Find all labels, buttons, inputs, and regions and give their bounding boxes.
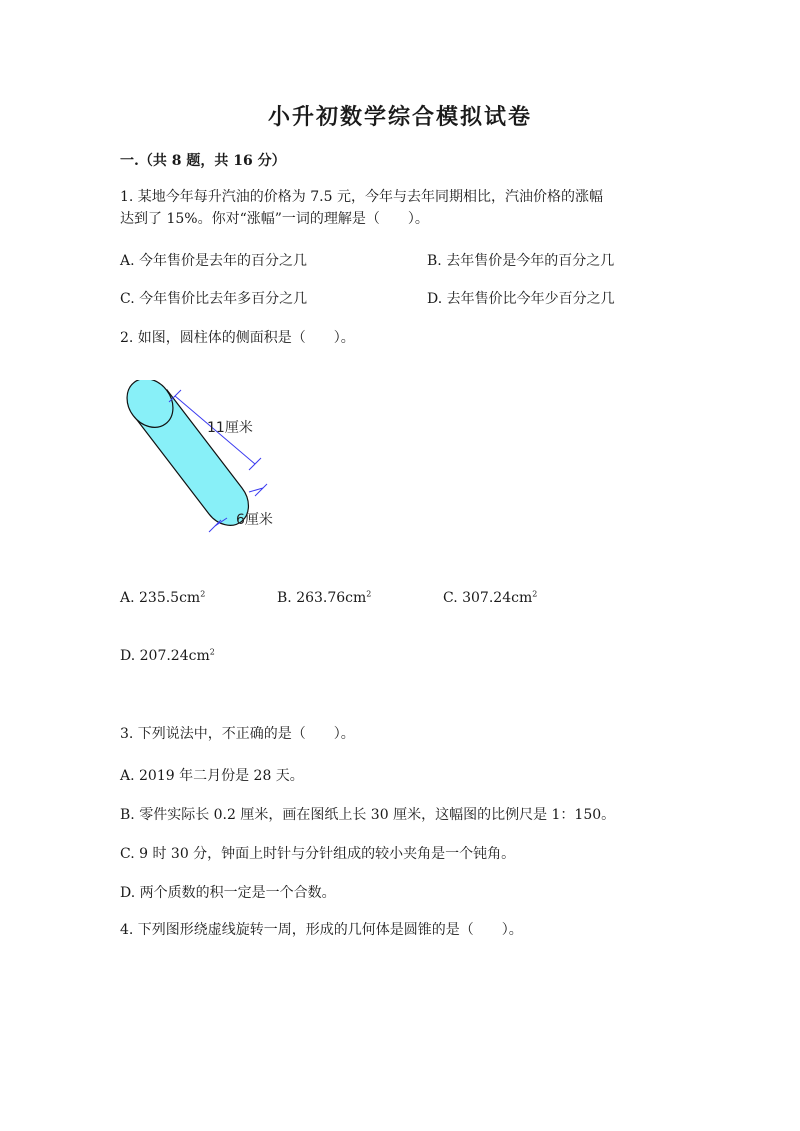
section-heading: 一.（共 8 题，共 16 分） <box>120 153 286 169</box>
length-label: 11厘米 <box>207 420 253 436</box>
question-3-option-a: A. 2019 年二月份是 28 天。 <box>120 768 304 784</box>
question-2-stem: 2. 如图，圆柱体的侧面积是（ ）。 <box>120 330 355 346</box>
question-3-option-b: B. 零件实际长 0.2 厘米，画在图纸上长 30 厘米，这幅图的比例尺是 1：150。 <box>120 807 616 823</box>
question-2-option-c: C. $307.24cm^2$ <box>443 589 538 606</box>
question-1-stem-line2: 达到了 15%。你对“涨幅”一词的理解是（ ）。 <box>120 211 429 227</box>
question-2-option-b: B. $263.76cm^2$ <box>277 589 372 606</box>
question-3-option-c: C. 9 时 30 分，钟面上时针与分针组成的较小夹角是一个钝角。 <box>120 846 516 862</box>
question-1-option-b: B. 去年售价是今年的百分之几 <box>427 253 615 269</box>
cylinder-figure <box>115 380 315 550</box>
question-2-option-a: A. $235.5cm^2$ <box>120 589 206 606</box>
diameter-label: 6厘米 <box>236 512 273 528</box>
question-1-stem-line1: 1. 某地今年每升汽油的价格为 7.5 元，今年与去年同期相比，汽油价格的涨幅 <box>120 189 603 205</box>
question-1-option-a: A. 今年售价是去年的百分之几 <box>120 253 308 269</box>
question-1-option-c: C. 今年售价比去年多百分之几 <box>120 291 308 307</box>
question-3-option-d: D. 两个质数的积一定是一个合数。 <box>120 885 336 901</box>
question-3-stem: 3. 下列说法中，不正确的是（ ）。 <box>120 726 355 742</box>
page-title: 小升初数学综合模拟试卷 <box>267 104 532 130</box>
question-1-option-d: D. 去年售价比今年少百分之几 <box>427 291 615 307</box>
question-2-option-d: D. $207.24cm^2$ <box>120 647 215 664</box>
question-4-stem: 4. 下列图形绕虚线旋转一周，形成的几何体是圆锥的是（ ）。 <box>120 922 523 938</box>
